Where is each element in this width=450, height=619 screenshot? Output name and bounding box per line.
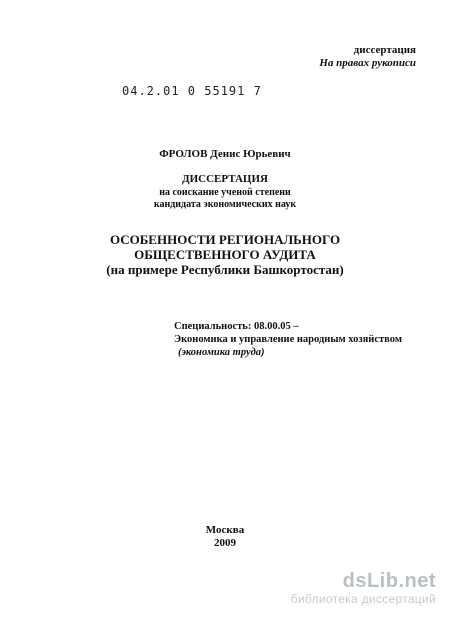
year-label: 2009 — [214, 537, 236, 549]
degree-line-2: кандидата экономических наук — [153, 199, 297, 210]
watermark-brand: dsLib.net — [342, 570, 436, 592]
degree-line-1: на соискание ученой степени — [159, 187, 291, 198]
title-line-1: ОСОБЕННОСТИ РЕГИОНАЛЬНОГО — [109, 232, 341, 247]
title-line-3: (на примере Республики Башкортостан) — [106, 262, 344, 277]
city-label: Москва — [205, 524, 245, 536]
doc-type-label: диссертация — [353, 44, 416, 56]
specialty-code: Специальность: 08.00.05 – — [174, 321, 299, 332]
title-line-2: ОБЩЕСТВЕННОГО АУДИТА — [134, 247, 316, 262]
archive-stamp: 04.2.01 0 55191 7 — [122, 84, 262, 98]
specialty-branch: (экономика труда) — [178, 347, 265, 358]
watermark-subtitle: библиотека диссертаций — [290, 592, 436, 606]
rights-label: На правах рукописи — [319, 57, 416, 69]
dissertation-heading: ДИССЕРТАЦИЯ — [182, 173, 268, 185]
author-name: ФРОЛОВ Денис Юрьевич — [159, 148, 291, 160]
watermark-logo — [291, 570, 436, 607]
specialty-name: Экономика и управление народным хозяйством — [174, 334, 402, 345]
